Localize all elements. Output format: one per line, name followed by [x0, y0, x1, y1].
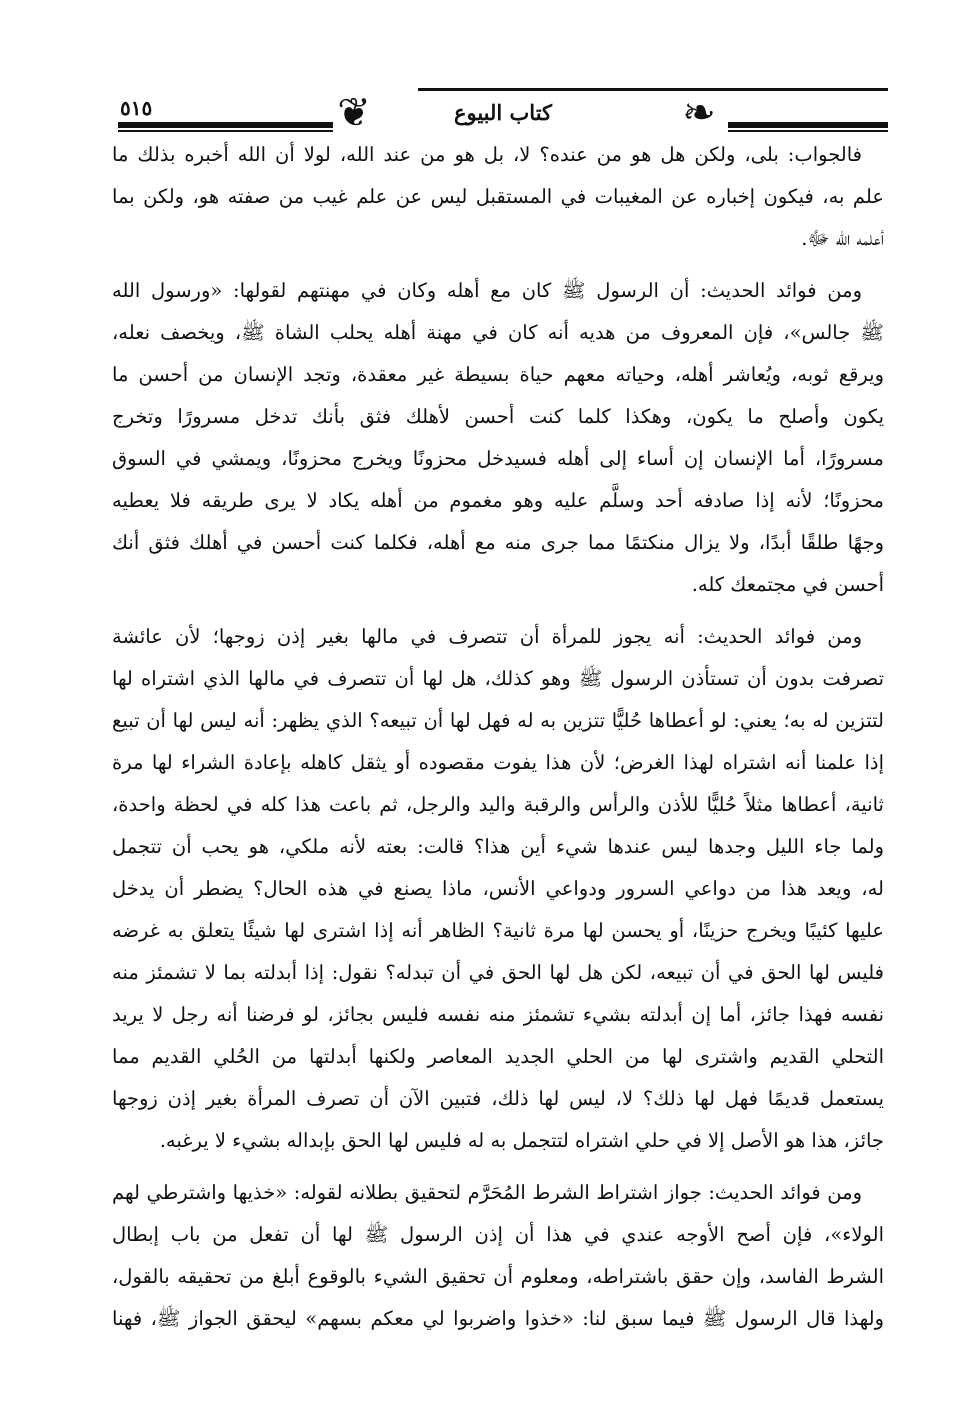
chapter-title: كتاب البيوع — [453, 100, 553, 125]
paragraph — [112, 1172, 884, 1340]
text-line: محزونًا؛ لأنه إذا صادفه أحد وسلَّم عليه وهو مغموم من أهله يكاد لا يرى طريقه فلا يعطيه — [112, 489, 884, 512]
text-line: يستعمل قديمًا فهل لها ذلك؟ لا، ليس لها ذلك، فتبين الآن أن تصرف المرأة بغير إذن زوجها — [112, 1087, 884, 1110]
text-line: تصرفت بدون أن تستأذن الرسول ﷺ وهو كذلك، هل لها أن تتصرف في مالها الذي اشتراه لها — [112, 667, 884, 690]
text-line: له، ويعد هذا من دواعي السرور ودواعي الأنس، ماذا يصنع في هذه الحال؟ يضطر أن يدخل — [112, 877, 884, 900]
text-line: ولهذا قال الرسول ﷺ فيما سبق لنا: «خذوا واضربوا لي معكم بسهم» ليحقق الجواز ﷺ، فهنا — [112, 1307, 884, 1330]
text-line: وجهًا طلقًا أبدًا، ولا يزال منكتمًا مما جرى منه مع أهله، فكلما كنت أحسن في أهلك فثق أنك — [112, 531, 884, 554]
paragraph — [112, 616, 884, 1162]
text-line: أعلمه الله ﷻ. — [801, 227, 884, 250]
text-line: ويرقع ثوبه، ويُعاشر أهله، وحياته معهم حياة بسيطة غير معقدة، وتجد الإنسان من أحسن ما — [112, 363, 884, 386]
text-line: ولما جاء الليل وجدها ليس عندها شيء أين هذا؟ قالت: بعته لأنه ملكي، هو يحب أن تتجمل — [112, 835, 884, 858]
text-line: يكون وأصلح ما يكون، وهكذا كلما كنت أحسن لأهلك فثق بأنك تدخل مسرورًا وتخرج — [112, 405, 884, 428]
header-rule — [418, 88, 888, 91]
paragraph — [112, 270, 884, 606]
header-rule — [118, 130, 333, 132]
text-line: ﷺ جالس»، فإن المعروف من هديه أنه كان في مهنة أهله يحلب الشاة ﷺ، ويخصف نعله، — [112, 321, 884, 344]
text-line: جائز، هذا هو الأصل إلا في حلي اشتراه لتتجمل به له فليس لها الحق بإبداله بشيء لا يرغبه. — [159, 1129, 884, 1152]
page-number: ٥١٥ — [120, 96, 153, 120]
text-line: ومن فوائد الحديث: جواز اشتراط الشرط المُحَرَّم لتحقيق بطلانه لقوله: «خذيها واشترطي لهم — [112, 1181, 862, 1204]
ornament-icon: ❧ — [682, 90, 716, 136]
text-line: فالجواب: بلى، ولكن هل هو من عنده؟ لا، بل هو من عند الله، لولا أن الله أخبره بذلك ما — [112, 143, 862, 166]
text-line: فليس لها الحق في أن تبيعه، لكن هل لها الحق في أن تبدله؟ نقول: إذا أبدلته بما لا تشمئز منه — [112, 961, 884, 984]
running-header — [118, 88, 888, 138]
text-line: ومن فوائد الحديث: أن الرسول ﷺ كان مع أهله وكان في مهنتهم لقولها: «ورسول الله — [112, 279, 862, 302]
text-line: أحسن في مجتمعك كله. — [691, 573, 884, 596]
page-body — [112, 134, 884, 1340]
header-rule — [728, 122, 888, 128]
header-rule — [118, 122, 333, 128]
text-line: نفسه فهذا جائز، أما إن أبدلته بشيء تشمئز منه نفسه فليس بجائز، لو فرضنا أنه رجل لا يريد — [112, 1003, 884, 1026]
header-rule — [728, 130, 888, 132]
text-line: التحلي القديم واشترى لها من الحلي الجديد المعاصر ولكنها أبدلتها من الحُلي القديم مما — [112, 1045, 884, 1068]
text-line: علم به، فيكون إخباره عن المغيبات في المستقبل ليس عن علم غيب من صفته هو، ولكن بما — [112, 185, 884, 208]
text-line: إذا علمنا أنه اشتراه لهذا الغرض؛ لأن هذا يفوت مقصوده أو يثقل كاهله بإعادة الشراء لها مرة — [112, 751, 884, 774]
text-line: الشرط الفاسد، وإن حقق باشتراطه، ومعلوم أن تحقيق الشيء بالوقوع أبلغ من تحقيقه بالقول، — [112, 1265, 884, 1288]
ornament-icon: ❦ — [337, 90, 371, 136]
text-line: ومن فوائد الحديث: أنه يجوز للمرأة أن تتصرف في مالها بغير إذن زوجها؛ لأن عائشة — [112, 625, 862, 648]
text-line: الولاء»، فإن أصح الأوجه عندي في هذا أن إذن الرسول ﷺ لها أن تفعل من باب إبطال — [112, 1223, 884, 1246]
text-line: مسرورًا، أما الإنسان إن أساء إلى أهله فسيدخل محزونًا ويخرج محزونًا، ويمشي في السوق — [112, 447, 884, 470]
text-line: عليها كئيبًا ويخرج حزينًا، أو يحسن لها مرة ثانية؟ الظاهر أنه إذا اشترى لها شيئًا يتعلق به غرضه — [112, 919, 884, 942]
text-line: لتتزين له به؛ يعني: لو أعطاها حُليًّا تتزين به له فهل لها أن تبيعه؟ الذي يظهر: أنه ليس لها أن تبيع — [112, 709, 884, 732]
text-line: ثانية، أعطاها مثلاً حُليًّا للأذن والرأس والرقبة واليد والرجل، ثم باعت هذا كله في لحظة واحدة، — [112, 793, 884, 816]
paragraph — [112, 134, 884, 260]
